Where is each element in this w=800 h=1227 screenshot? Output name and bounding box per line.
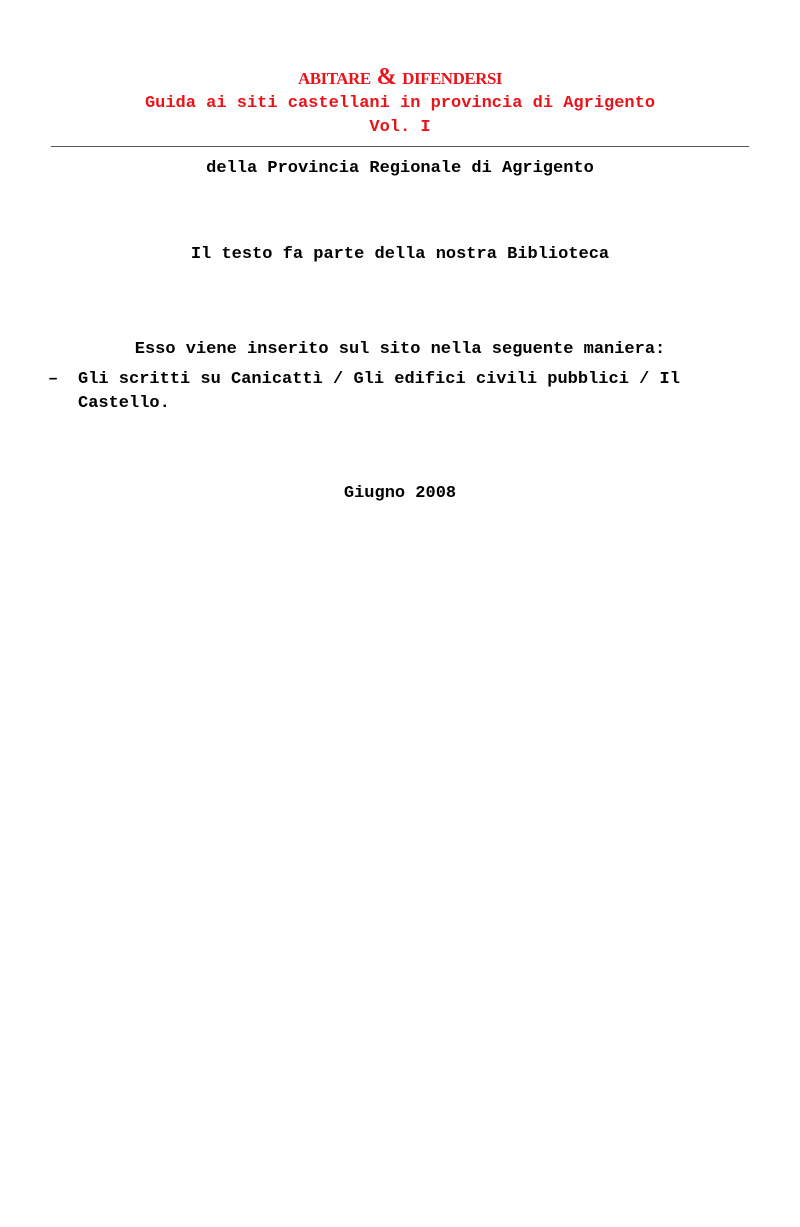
document-title [0,64,800,92]
publisher-line: della Provincia Regionale di Agrigento [206,159,594,178]
document-subtitle: Guida ai siti castellani in provincia di Agrigento [144,94,656,113]
library-note: Il testo fa parte della nostra Biblioteca [190,245,610,264]
list-item [48,368,753,416]
list-bullet: – [48,370,59,389]
document-header [0,64,800,140]
site-path-text: Gli scritti su Canicattì / Gli edifici civili pubblici / Il Castello. [78,370,680,413]
header-divider [51,146,749,147]
title-ampersand: & [376,64,397,90]
title-part-difendersi: DIFENDERSI [402,69,503,88]
intro-line: Esso viene inserito sul sito nella seguente maniera: [134,340,666,359]
document-volume: Vol. I [369,118,431,137]
title-part-abitare: ABITARE [297,69,371,88]
document-date: Giugno 2008 [343,484,457,503]
